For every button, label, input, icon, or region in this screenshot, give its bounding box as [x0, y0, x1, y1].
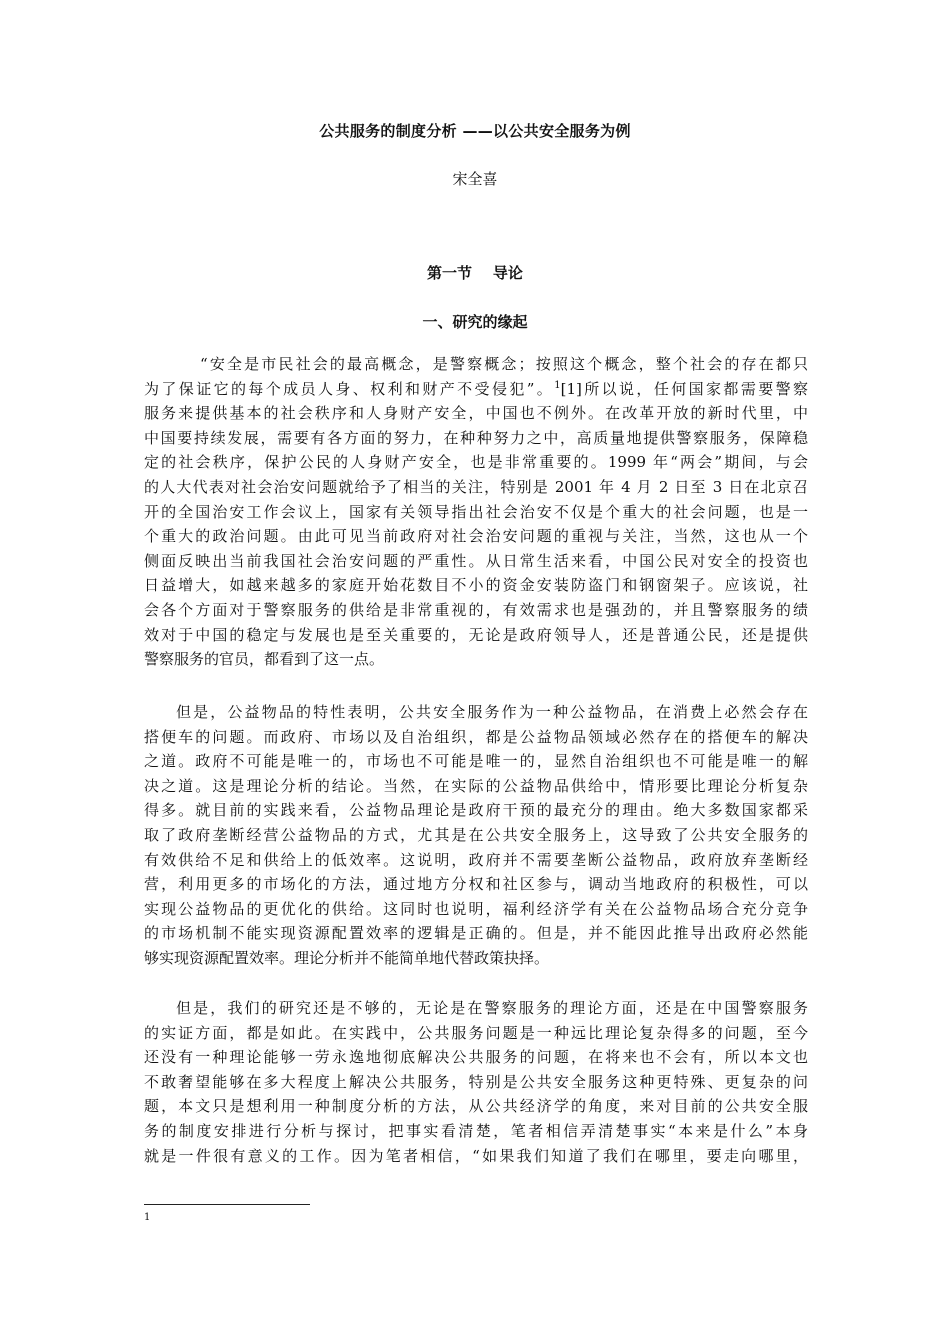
- paragraph-line: 营，利用更多的市场化的方法，通过地方分权和社区参与，调动当地政府的积极性，可以: [144, 875, 808, 894]
- paragraph-line: 警察服务的官员，都看到了这一点。: [144, 650, 385, 669]
- paragraph-line: 实现公益物品的更优化的供给。这同时也说明，福利经济学有关在公益物品场合充分竞争: [144, 899, 808, 918]
- paragraph-line: 会各个方面对于警察服务的供给是非常重视的，有效需求也是强劲的，并且警察服务的绩: [144, 600, 808, 619]
- paragraph-line: 题，本文只是想利用一种制度分析的方法，从公共经济学的角度，来对目前的公共安全服: [144, 1097, 808, 1116]
- author-name: 宋全喜: [452, 170, 498, 188]
- paragraph-line-text: 为了保证它的每个成员人身、权利和财产不受侵犯”。: [144, 379, 555, 398]
- paragraph-line: 就是一件很有意义的工作。因为笔者相信，“如果我们知道了我们在哪里，要走向哪里，: [144, 1146, 808, 1165]
- paragraph-line: 开的全国治安工作会议上，国家有关领导指出社会治安不仅是个重大的社会问题，也是一: [144, 502, 808, 521]
- footnote-divider: [144, 1204, 310, 1205]
- paragraph-line: 定的社会秩序，保护公民的人身财产安全，也是非常重要的。1999 年“两会”期间，与会: [144, 453, 808, 472]
- paragraph-line: 个重大的政治问题。由此可见当前政府对社会治安问题的重视与关注，当然，这也从一个: [144, 527, 808, 546]
- document-title: 公共服务的制度分析 ——以公共安全服务为例: [319, 122, 631, 140]
- paragraph-line: 但是，公益物品的特性表明，公共安全服务作为一种公益物品，在消费上必然会存在: [176, 703, 808, 721]
- paragraph-line: 务的制度安排进行分析与探讨，把事实看清楚，笔者相信弄清楚事实“本来是什么”本身: [144, 1121, 808, 1140]
- paragraph-line: 够实现资源配置效率。理论分析并不能简单地代替政策抉择。: [144, 948, 550, 967]
- paragraph-line: 之道。政府不可能是唯一的，市场也不可能是唯一的，显然自治组织也不可能是唯一的解: [144, 752, 808, 771]
- paragraph-line: 还没有一种理论能够一劳永逸地彻底解决公共服务的问题，在将来也不会有，所以本文也: [144, 1048, 808, 1067]
- paragraph-2: [144, 700, 808, 971]
- paragraph-line-with-footnote: [144, 377, 808, 402]
- paragraph-3: [144, 996, 808, 1168]
- paragraph-line: 但是，我们的研究还是不够的，无论是在警察服务的理论方面，还是在中国警察服务: [176, 999, 808, 1017]
- subsection-heading: 一、研究的缘起: [422, 313, 528, 331]
- paragraph-line: 效对于中国的稳定与发展也是至关重要的，无论是政府领导人，还是普通公民，还是提供: [144, 625, 808, 644]
- paragraph-line: 决之道。这是理论分析的结论。当然，在实际的公益物品供给中，情形要比理论分析复杂: [144, 776, 808, 795]
- paragraph-line: 不敢奢望能够在多大程度上解决公共服务，特别是公共安全服务这种更特殊、更复杂的问: [144, 1072, 808, 1091]
- paragraph-line: 得多。就目前的实践来看，公益物品理论是政府干预的最充分的理由。绝大多数国家都采: [144, 801, 808, 820]
- paragraph-line: 的人大代表对社会治安问题就给予了相当的关注，特别是 2001 年 4 月 2 日至 3 日在北京召: [144, 477, 808, 496]
- paragraph-line: 侧面反映出当前我国社会治安问题的严重性。从日常生活来看，中国公民对安全的投资也: [144, 551, 808, 570]
- paragraph-line: 搭便车的问题。而政府、市场以及自治组织，都是公益物品领域必然存在的搭便车的解决: [144, 727, 808, 746]
- paragraph-line: 的实证方面，都是如此。在实践中，公共服务问题是一种远比理论复杂得多的问题，至今: [144, 1023, 808, 1042]
- paragraph-1: [144, 352, 808, 672]
- paragraph-line: 日益增大，如越来越多的家庭开始花数目不小的资金安装防盗门和钢窗架子。应该说，社: [144, 576, 808, 595]
- section-heading: 第一节 导论: [427, 264, 523, 282]
- paragraph-line: 有效供给不足和供给上的低效率。这说明，政府并不需要垄断公益物品，政府放弃垄断经: [144, 850, 808, 869]
- footnote-number: 1: [144, 1212, 151, 1223]
- paragraph-line: 取了政府垄断经营公益物品的方式，尤其是在公共安全服务上，这导致了公共安全服务的: [144, 825, 808, 844]
- paragraph-line: 的市场机制不能实现资源配置效率的逻辑是正确的。但是，并不能因此推导出政府必然能: [144, 924, 808, 943]
- paragraph-line: 服务来提供基本的社会秩序和人身财产安全，中国也不例外。在改革开放的新时代里，中: [144, 404, 808, 423]
- footnote-ref[interactable]: 1: [554, 379, 561, 391]
- paragraph-line-text: [1]所以说，任何国家都需要警察: [560, 379, 809, 398]
- paragraph-line: 中国要持续发展，需要有各方面的努力，在种种努力之中，高质量地提供警察服务，保障稳: [144, 428, 808, 447]
- paragraph-line: “安全是市民社会的最高概念，是警察概念；按照这个概念，整个社会的存在都只: [200, 355, 808, 373]
